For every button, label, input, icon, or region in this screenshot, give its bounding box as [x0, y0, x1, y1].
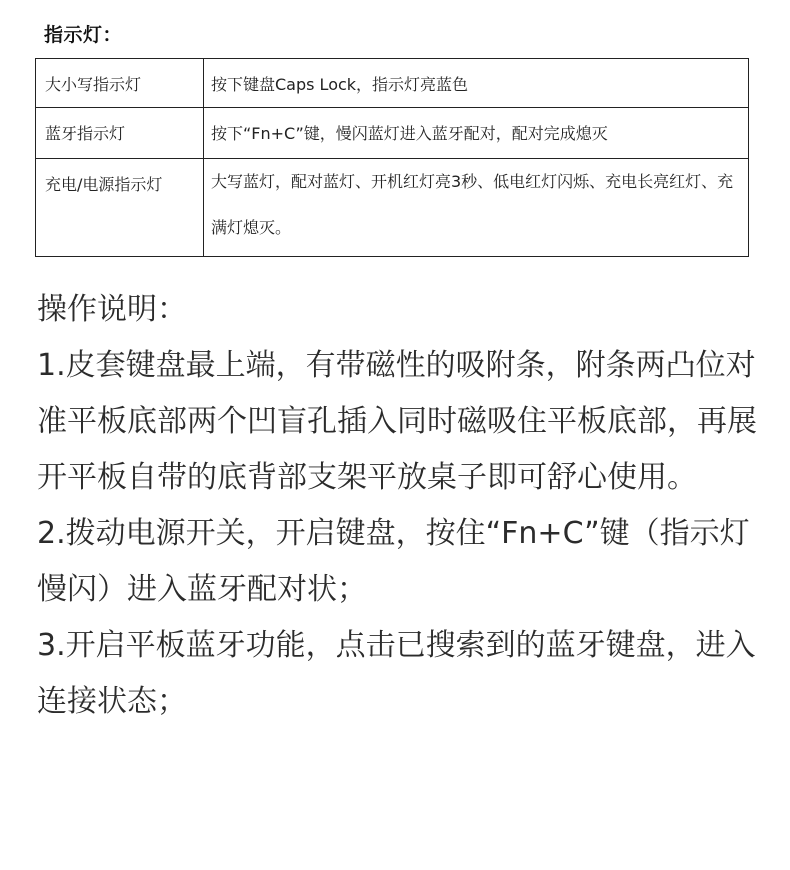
indicator-name: 蓝牙指示灯 — [36, 108, 204, 159]
indicator-description: 按下“Fn+C”键，慢闪蓝灯进入蓝牙配对，配对完成熄灭 — [204, 108, 749, 159]
table-row — [36, 108, 749, 159]
indicator-heading: 指示灯： — [44, 24, 123, 46]
instructions-section — [37, 282, 757, 730]
indicator-table — [35, 58, 749, 257]
indicator-name: 充电/电源指示灯 — [36, 159, 204, 257]
instruction-step: 1.皮套键盘最上端，有带磁性的吸附条，附条两凸位对准平板底部两个凹盲孔插入同时磁吸住平板底部，再展开平板自带的底背部支架平放桌子即可舒心使用。 — [37, 348, 757, 495]
instructions-title: 操作说明： — [37, 292, 187, 327]
indicator-description: 按下键盘Caps Lock，指示灯亮蓝色 — [204, 59, 749, 108]
instruction-step: 3.开启平板蓝牙功能，点击已搜索到的蓝牙键盘，进入连接状态； — [37, 628, 756, 719]
table-row — [36, 159, 749, 257]
indicator-name: 大小写指示灯 — [36, 59, 204, 108]
indicator-description: 大写蓝灯，配对蓝灯、开机红灯亮3秒、低电红灯闪烁、充电长亮红灯、充满灯熄灭。 — [204, 159, 749, 257]
table-row — [36, 59, 749, 108]
instruction-step: 2.拨动电源开关，开启键盘，按住“Fn+C”键（指示灯慢闪）进入蓝牙配对状； — [37, 516, 750, 607]
